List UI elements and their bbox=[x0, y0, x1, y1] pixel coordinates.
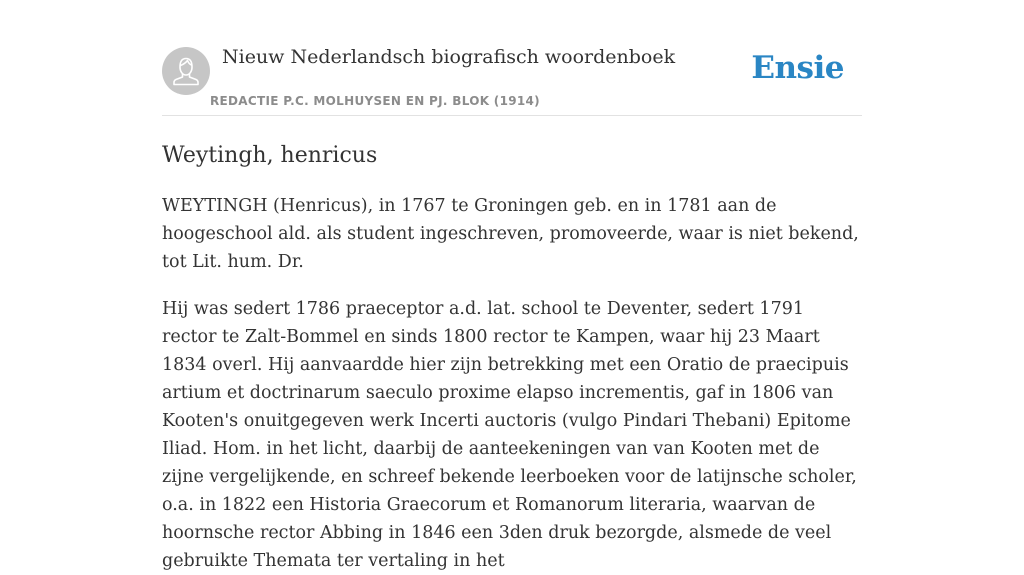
entry-title: Weytingh, henricus bbox=[162, 143, 378, 168]
ensie-logo[interactable]: Ensie bbox=[751, 50, 844, 86]
avatar[interactable] bbox=[162, 47, 210, 95]
source-header bbox=[162, 40, 862, 116]
article bbox=[162, 116, 862, 575]
source-title[interactable]: Nieuw Nederlandsch biografisch woordenboek bbox=[222, 46, 676, 68]
source-editors: REDACTIE P.C. MOLHUYSEN EN PJ. BLOK (1914) bbox=[210, 94, 540, 108]
user-silhouette-icon bbox=[162, 47, 210, 95]
article-paragraph: WEYTINGH (Henricus), in 1767 te Groningen geb. en in 1781 aan de hoogeschool ald. als student ingeschreven, promoveerde, waar is niet bekend, tot Lit. hum. Dr. bbox=[162, 196, 859, 272]
article-paragraph: Hij was sedert 1786 praeceptor a.d. lat. school te Deventer, sedert 1791 rector te Zalt-Bommel en sinds 1800 rector te Kampen, waar hij 23 Maart 1834 overl. Hij aanvaardde hier zijn betrekking met een Oratio de praecipuis artium et doctrinarum saeculo proxime elapso incrementis, gaf in 1806 van Kooten's onuitgegeven werk Incerti auctoris (vulgo Pindari Thebani) Epitome Iliad. Hom. in het licht, daarbij de aanteekeningen van van Kooten met de zijne vergelijkende, en schreef bekende leerboeken voor de latijnsche scholer, o.a. in 1822 een Historia Graecorum et Romanorum literaria, waarvan de hoornsche rector Abbing in 1846 een 3den druk bezorgde, alsmede de veel gebruikte Themata ter vertaling in het bbox=[162, 299, 857, 571]
